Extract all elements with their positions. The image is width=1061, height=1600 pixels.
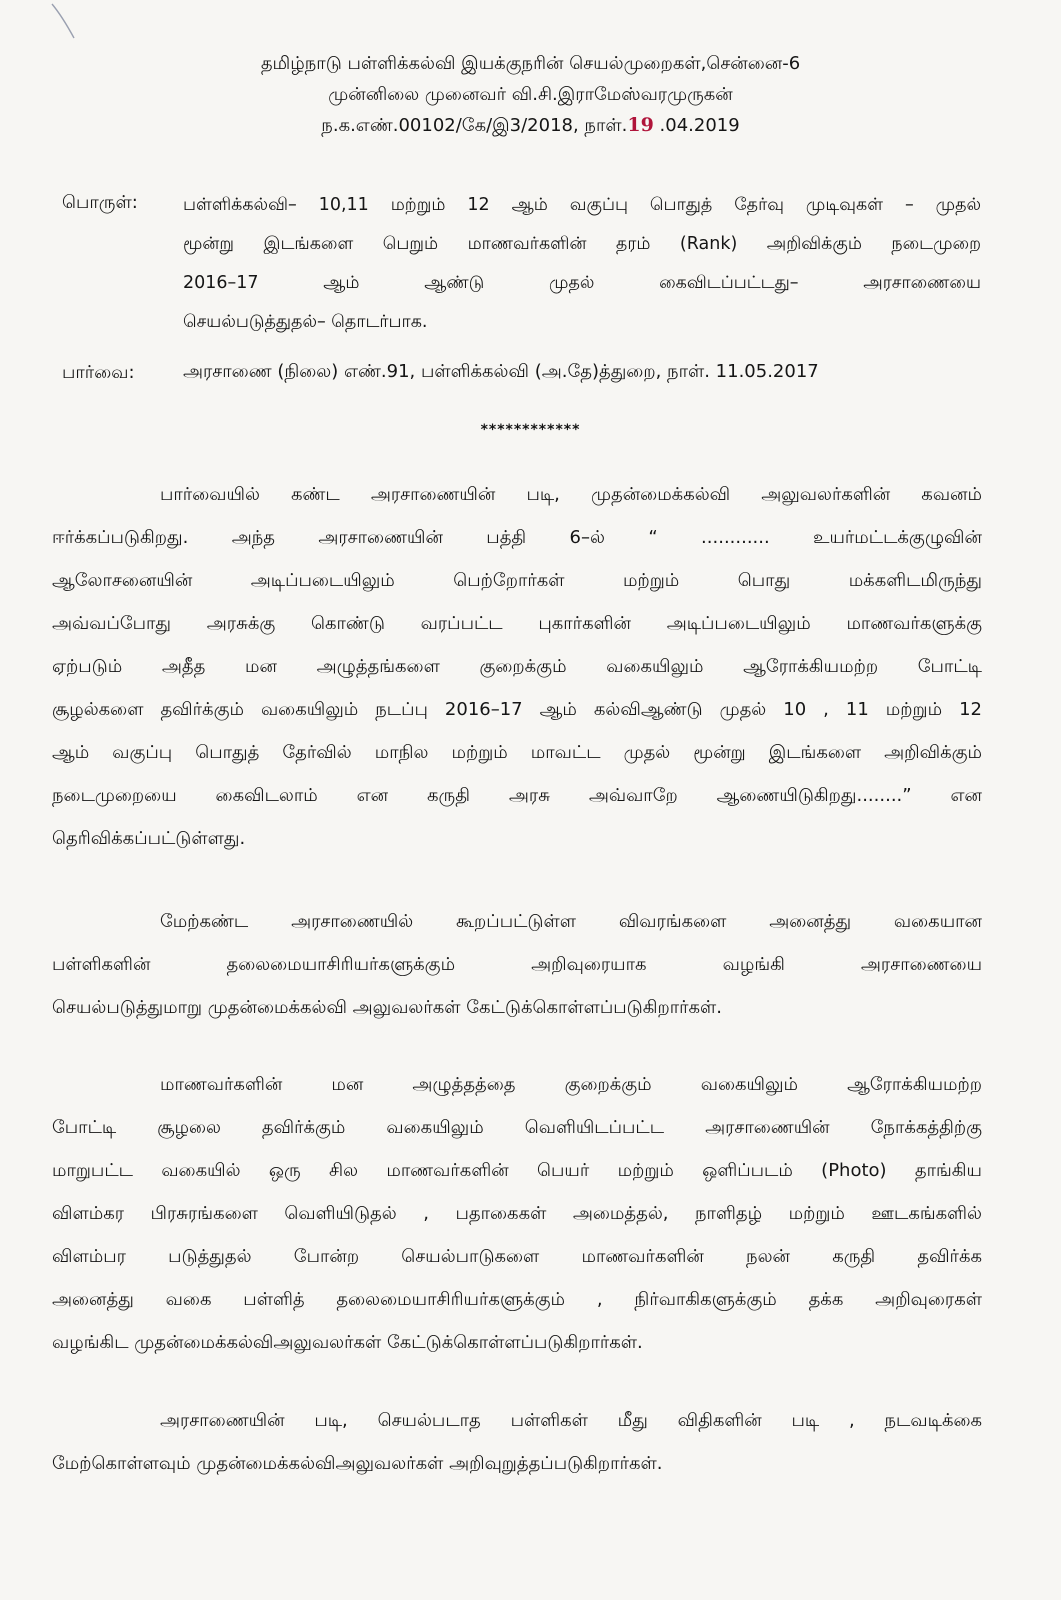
director-name: முன்னிலை முனைவர் வி.சி.இராமேஸ்வரமுருகன் [328,84,733,105]
paragraph-line: ஆம் வகுப்பு பொதுத் தேர்வில் மாநில மற்றும் மாவட்ட முதல் மூன்று இடங்களை அறிவிக்கும் [52,742,982,763]
paragraph-line: மாணவர்களின் மன அழுத்தத்தை குறைக்கும் வகையிலும் ஆரோக்கியமற்ற [160,1074,982,1095]
paragraph-line: வழங்கிட முதன்மைக்கல்விஅலுவலர்கள் கேட்டுக்கொள்ளப்படுகிறார்கள். [52,1332,643,1353]
subject-line: 2016–17 ஆம் ஆண்டு முதல் கைவிடப்பட்டது– அரசாணையை [183,273,981,293]
paragraph-line: போட்டி சூழலை தவிர்க்கும் வகையிலும் வெளியிடப்பட்ட அரசாணையின் நோக்கத்திற்கு [52,1117,982,1138]
reference-date: .04.2019 [653,115,740,136]
paragraph-line: ஈர்க்கப்படுகிறது. அந்த அரசாணையின் பத்தி 6–ல் “ ............ உயர்மட்டக்குழுவின் [52,527,982,548]
paragraph-line: நடைமுறையை கைவிடலாம் என கருதி அரசு அவ்வாறே ஆணையிடுகிறது........” என [52,785,982,806]
reference-text: அரசாணை (நிலை) எண்.91, பள்ளிக்கல்வி (அ.தே)த்துறை, நாள். 11.05.2017 [183,361,819,382]
letter-header [0,48,1061,141]
reference-label: பார்வை: [62,362,135,383]
paragraph-line: பள்ளிகளின் தலைமையாசிரியர்களுக்கும் அறிவுரையாக வழங்கி அரசாணையை [52,954,982,975]
paragraph-4 [52,1399,982,1485]
paragraph-2 [52,900,982,1029]
separator: ************ [480,422,581,438]
reference-number-line [0,110,1061,141]
handwritten-date-day: 19 [627,114,654,136]
paragraph-line: மேற்கண்ட அரசாணையில் கூறப்பட்டுள்ள விவரங்களை அனைத்து வகையான [160,911,982,932]
paragraph-line: அவ்வப்போது அரசுக்கு கொண்டு வரப்பட்ட புகார்களின் அடிப்படையிலும் மாணவர்களுக்கு [52,613,982,634]
office-title: தமிழ்நாடு பள்ளிக்கல்வி இயக்குநரின் செயல்முறைகள்,சென்னை-6 [260,53,801,74]
pen-stroke-mark [48,2,108,42]
paragraph-3 [52,1063,982,1364]
paragraph-line: விளம்கர பிரசுரங்களை வெளியிடுதல் , பதாகைகள் அமைத்தல், நாளிதழ் மற்றும் ஊடகங்களில் [52,1203,982,1224]
paragraph-line: விளம்பர படுத்துதல் போன்ற செயல்பாடுகளை மாணவர்களின் நலன் கருதி தவிர்க்க [52,1246,982,1267]
subject-text [183,186,981,342]
paragraph-line: அரசாணையின் படி, செயல்படாத பள்ளிகள் மீது விதிகளின் படி , நடவடிக்கை [160,1410,982,1431]
subject-line: செயல்படுத்துதல்– தொடர்பாக. [183,312,428,332]
paragraph-line: பார்வையில் கண்ட அரசாணையின் படி, முதன்மைக்கல்வி அலுவலர்களின் கவனம் [160,484,982,505]
subject-label: பொருள்: [62,192,138,213]
paragraph-line: செயல்படுத்துமாறு முதன்மைக்கல்வி அலுவலர்கள் கேட்டுக்கொள்ளப்படுகிறார்கள். [52,997,723,1018]
paragraph-line: தெரிவிக்கப்பட்டுள்ளது. [52,828,246,849]
paragraph-line: மேற்கொள்ளவும் முதன்மைக்கல்விஅலுவலர்கள் அறிவுறுத்தப்படுகிறார்கள். [52,1453,663,1474]
subject-line: மூன்று இடங்களை பெறும் மாணவர்களின் தரம் (Rank) அறிவிக்கும் நடைமுறை [183,234,981,254]
paragraph-line: அனைத்து வகை பள்ளித் தலைமையாசிரியர்களுக்கும் , நிர்வாகிகளுக்கும் தக்க அறிவுரைகள் [52,1289,982,1310]
paragraph-1 [52,473,982,860]
subject-line: பள்ளிக்கல்வி– 10,11 மற்றும் 12 ஆம் வகுப்பு பொதுத் தேர்வு முடிவுகள் – முதல் [183,195,981,215]
paragraph-line: சூழல்களை தவிர்க்கும் வகையிலும் நடப்பு 2016–17 ஆம் கல்விஆண்டு முதல் 10 , 11 மற்றும் 12 [52,699,982,720]
paragraph-line: மாறுபட்ட வகையில் ஒரு சில மாணவர்களின் பெயர் மற்றும் ஒளிப்படம் (Photo) தாங்கிய [52,1160,982,1181]
reference-number: ந.க.எண்.00102/கே/இ3/2018, நாள். [321,115,628,136]
paragraph-line: ஏற்படும் அதீத மன அழுத்தங்களை குறைக்கும் வகையிலும் ஆரோக்கியமற்ற போட்டி [52,656,982,677]
paragraph-line: ஆலோசனையின் அடிப்படையிலும் பெற்றோர்கள் மற்றும் பொது மக்களிடமிருந்து [52,570,982,591]
